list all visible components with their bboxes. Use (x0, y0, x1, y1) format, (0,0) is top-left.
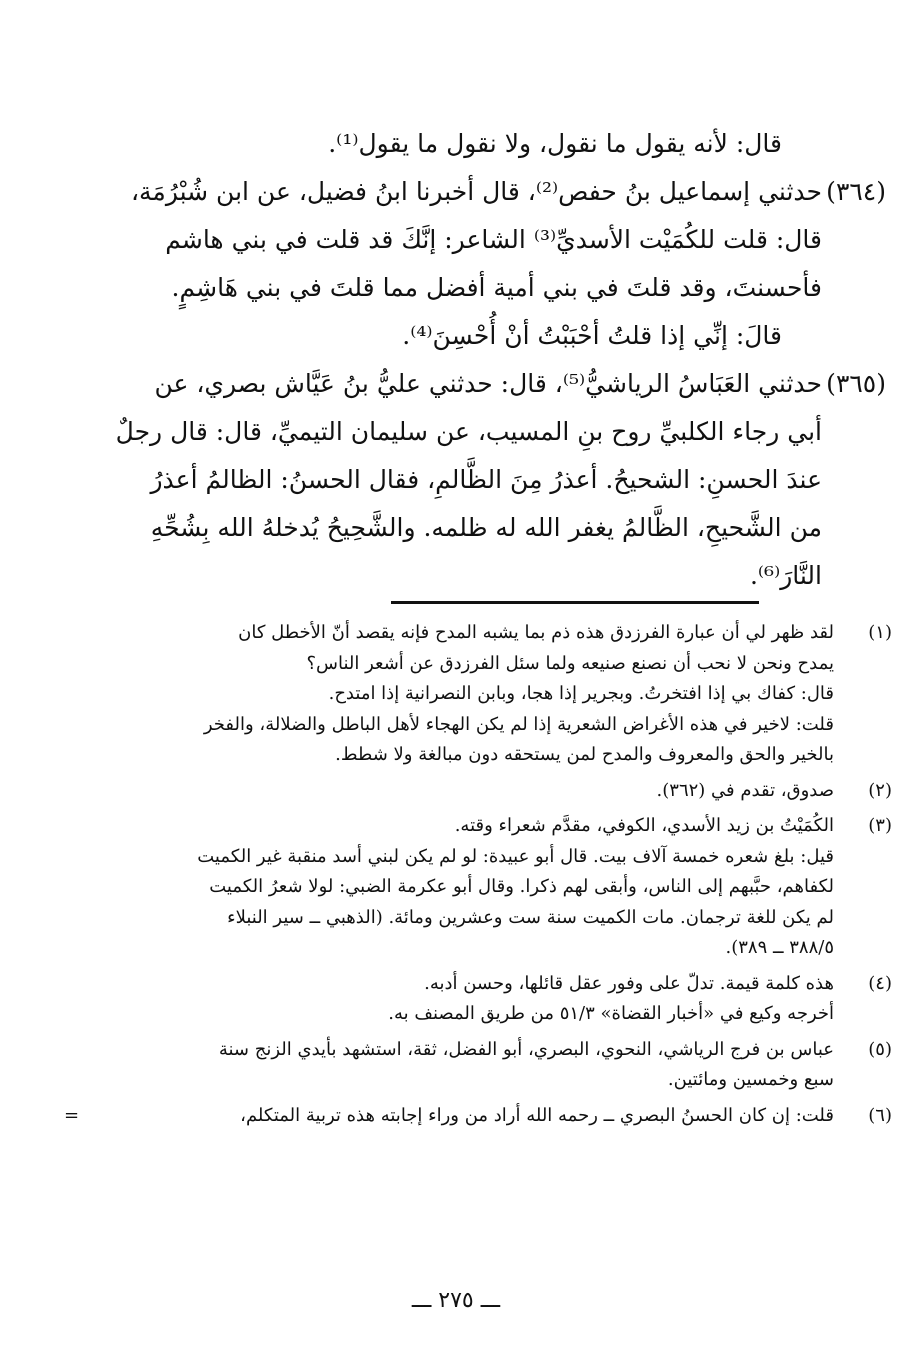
footnote-number: (٦) (868, 1104, 892, 1126)
footnote-1 (102, 618, 892, 771)
narration-364 (102, 168, 886, 360)
footnote-line: هذه كلمة قيمة. تدلّ على وفور عقل قائلها، وحسن أدبه. (424, 972, 834, 994)
footnote-number: (٥) (868, 1038, 892, 1060)
footnotes (64, 618, 892, 1136)
text-line: حدثني العَبَاسُ الرياشيُّ⁽⁵⁾، قال: حدثني عليُّ بنُ عَيَّاش بصري، عن (154, 369, 822, 398)
footnote-line: قال: كفاك بي إذا افتخرتُ. وبجرير إذا هجا، وبابن النصرانية إذا امتدح. (328, 683, 834, 704)
footnote-line: صدوق، تقدم في (٣٦٢). (656, 779, 834, 801)
text-line: قال: قلت للكُمَيْت الأسديِّ⁽³⁾ الشاعر: إنَّكَ قد قلت في بني هاشم (165, 225, 822, 254)
footnote-5 (102, 1035, 892, 1096)
footnote-line: لم يكن للغة ترجمان. مات الكميت سنة ست وعشرين ومائة. (الذهبي ــ سير النبلاء (227, 906, 834, 928)
text-line: قال: لأنه يقول ما نقول، ولا نقول ما يقول⁽¹⁾. (328, 129, 782, 158)
footnote-line: قلت: إن كان الحسنُ البصري ــ رحمه الله أراد من وراء إجابته هذه تربية المتكلم، (240, 1104, 834, 1126)
narration-number: (٣٦٥) (826, 369, 886, 398)
footnote-line: أخرجه وكيع في «أخبار القضاة» ٥١/٣ من طريق المصنف به. (388, 1003, 834, 1024)
footnote-line: عباس بن فرج الرياشي، النحوي، البصري، أبو الفضل، ثقة، استشهد بأيدي الزنج سنة (218, 1038, 834, 1060)
footnote-line: بالخير والحق والمعروف والمدح لمن يستحقه دون مبالغة ولا شطط. (335, 744, 834, 765)
text-line: فأحسنتَ، وقد قلتَ في بني أمية أفضل مما قلتَ في بني هَاشِمٍ. (171, 273, 822, 302)
footnote-6 (64, 1101, 892, 1132)
text-line: عندَ الحسنِ: الشحيحُ. أعذرُ مِنَ الظَّالمِ، فقال الحسنُ: الظالمُ أعذرُ (150, 465, 822, 494)
text-line: أبي رجاء الكلبيِّ روح بنِ المسيب، عن سليمان التيميِّ، قال: قال رجلٌ (115, 417, 822, 446)
intro-paragraph (102, 120, 822, 168)
main-text (102, 120, 886, 600)
footnote-number: (٤) (868, 972, 892, 994)
footnote-2 (102, 776, 892, 807)
footnote-line: لقد ظهر لي أن عبارة الفرزدق هذه ذم بما يشبه المدح فإنه يقصد أنّ الأخطل كان (238, 622, 834, 643)
text-line: النَّارَ⁽⁶⁾. (749, 561, 822, 590)
footnote-line: ٣٨٨/٥ ــ ٣٨٩). (725, 937, 834, 958)
footnote-separator (391, 601, 759, 604)
narration-number: (٣٦٤) (826, 177, 886, 206)
text-line: حدثني إسماعيل بنُ حفص⁽²⁾، قال أخبرنا ابنُ فضيل، عن ابن شُبْرُمَة، (130, 177, 822, 206)
footnote-line: سبع وخمسين ومائتين. (667, 1069, 834, 1090)
footnote-4 (102, 969, 892, 1030)
footnote-number: (١) (868, 622, 892, 643)
text-line: قالَ: إنِّي إذا قلتُ أحْبَبْتُ أنْ أُحْسِنَ⁽⁴⁾. (402, 321, 782, 350)
text-line: من الشَّحيحِ، الظَّالمُ يغفر الله له ظلمه. والشَّحِيحُ يُدخلهُ الله بِشُحِّهِ (150, 513, 822, 542)
page-number: ـــ ٢٧٥ ـــ (411, 1288, 501, 1313)
narration-365 (102, 360, 886, 600)
footnote-line: لكفاهم، حبَّبهم إلى الناس، وأبقى لهم ذكرا. وقال أبو عكرمة الضبي: لولا شعرُ الكميت (209, 876, 834, 897)
footnote-line: قلت: لاخير في هذه الأغراض الشعرية إذا لم يكن الهجاء لأهل الباطل والضلالة، والفخر (203, 713, 834, 735)
footnote-number: (٣) (868, 815, 892, 836)
footnote-line: الكُمَيْتُ بن زيد الأسدي، الكوفي، مقدَّم شعراء وقته. (454, 815, 834, 836)
footnote-line: يمدح ونحن لا نحب أن نصنع صنيعه ولما سئل الفرزدق عن أشعر الناس؟ (306, 652, 834, 674)
footnote-3 (102, 811, 892, 964)
footnote-number: (٢) (868, 779, 892, 801)
continuation-mark: = (64, 1104, 80, 1126)
footnote-line: قيل: بلغ شعره خمسة آلاف بيت. قال أبو عبيدة: لو لم يكن لبني أسد منقبة غير الكميت (197, 845, 834, 867)
